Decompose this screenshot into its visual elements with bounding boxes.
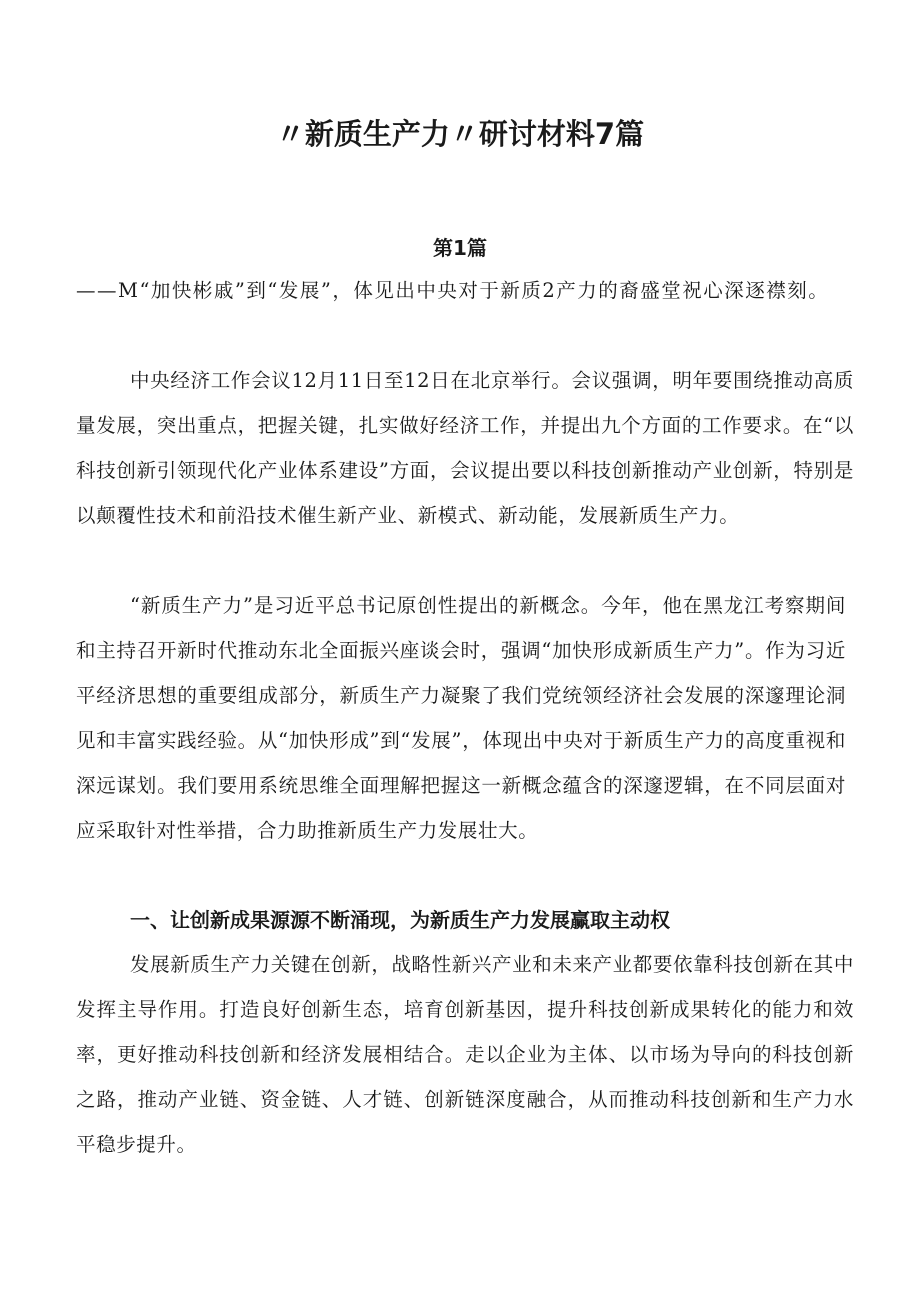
chapter-title: 第1篇 bbox=[433, 236, 487, 260]
section-paragraph: 发展新质生产力关键在创新，战略性新兴产业和未来产业都要依靠科技创新在其中发挥主导作用。打造良好创新生态，培育创新基因，提升科技创新成果转化的能力和效率，更好推动科技创新和经济发展相结合。走以企业为主体、以市场为导向的科技创新之路，推动产业链、资金链、人才链、创新链深度融合，从而推动科技创新和生产力水平稳步提升。 bbox=[76, 953, 854, 1156]
body-paragraph: 中央经济工作会议12月11日至12日在北京举行。会议强调，明年要围绕推动高质量发展，突出重点，把握关键，扎实做好经济工作，并提出九个方面的工作要求。在“以科技创新引领现代化产业体系建设”方面，会议提出要以科技创新推动产业创新，特别是以颠覆性技术和前沿技术催生新产业、新模式、新动能，发展新质生产力。 bbox=[76, 369, 854, 527]
body-paragraph: “新质生产力”是习近平总书记原创性提出的新概念。今年，他在黑龙江考察期间和主持召开新时代推动东北全面振兴座谈会时，强调“加快形成新质生产力”。作为习近平经济思想的重要组成部分，新质生产力凝聚了我们党统领经济社会发展的深邃理论洞见和丰富实践经验。从“加快形成”到“发展”，体现出中央对于新质生产力的高度重视和深远谋划。我们要用系统思维全面理解把握这一新概念蕴含的深邃逻辑，在不同层面对应采取针对性举措，合力助推新质生产力发展壮大。 bbox=[76, 594, 846, 842]
document-title: 〃新质生产力〃研讨材料7篇 bbox=[275, 117, 645, 151]
intro-paragraph: ——M“加快彬戚”到“发展”，体见出中央对于新质2产力的裔盛堂祝心深逐襟刻。 bbox=[76, 279, 830, 302]
section-heading: 一、让创新成果源源不断涌现，为新质生产力发展赢取主动权 bbox=[130, 908, 670, 932]
